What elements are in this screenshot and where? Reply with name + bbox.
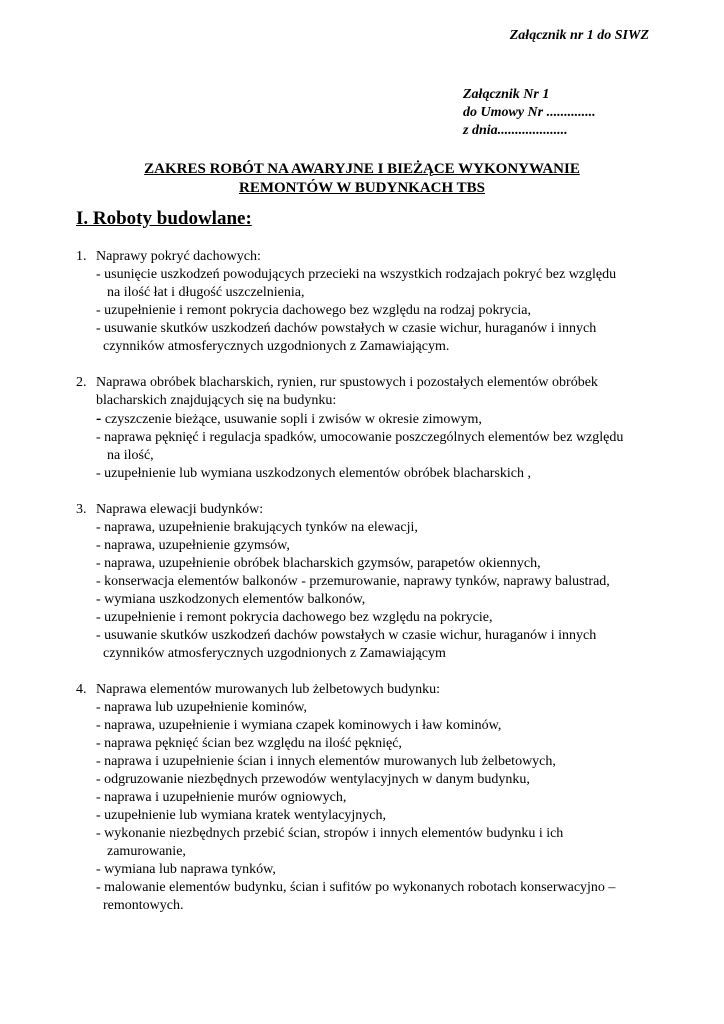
list-item [76, 501, 676, 663]
bullet-item: - uzupełnienie i remont pokrycia dachowego bez względu na rodzaj pokrycia, [96, 303, 531, 318]
bullet-item: - usunięcie uszkodzeń powodujących przecieki na wszystkich rodzajach pokryć bez względu na ilość łat i długość uszczelnienia, [96, 267, 617, 300]
item-number: 2. [76, 375, 87, 390]
item-heading: Naprawy pokryć dachowych: [96, 249, 261, 264]
agreement-block [463, 86, 596, 140]
title-line: ZAKRES ROBÓT NA AWARYJNE I BIEŻĄCE WYKONYWANIE [144, 161, 580, 177]
bullet-item: - konserwacja elementów balkonów - przemurowanie, naprawy tynków, naprawy balustrad, [96, 574, 610, 589]
bullet-item: - uzupełnienie lub wymiana uszkodzonych elementów obróbek blacharskich , [96, 466, 532, 481]
item-heading-cont: blacharskich znajdujących się na budynku: [96, 393, 337, 408]
section-heading: I. Roboty budowlane: [76, 208, 252, 229]
item-number: 4. [76, 682, 87, 697]
bullet-item: - wymiana lub naprawa tynków, [96, 862, 276, 877]
bullet-item: - naprawa, uzupełnienie obróbek blacharskich gzymsów, parapetów okiennych, [96, 556, 541, 571]
bullet-item: - naprawa, uzupełnienie gzymsów, [96, 538, 290, 553]
bullet-item: - naprawa, uzupełnienie brakujących tynków na elewacji, [96, 520, 418, 535]
item-heading: Naprawa elementów murowanych lub żelbetowych budynku: [96, 682, 441, 697]
bullet-item: - uzupełnienie i remont pokrycia dachowego bez względu na pokrycie, [96, 610, 493, 625]
item-number: 1. [76, 249, 87, 264]
title-line: REMONTÓW W BUDYNKACH TBS [238, 180, 486, 196]
list-item [76, 681, 676, 915]
list-item [76, 248, 676, 356]
item-heading: Naprawa obróbek blacharskich, rynien, rur spustowych i pozostałych elementów obróbek [96, 375, 598, 390]
bullet-item: - wymiana uszkodzonych elementów balkonów, [96, 592, 366, 607]
bullet-item: - usuwanie skutków uszkodzeń dachów powstałych w czasie wichur, huraganów i innych czynników atmosferycznych uzgodnionych z Zamawiającym. [96, 321, 597, 354]
item-heading: Naprawa elewacji budynków: [96, 502, 264, 517]
list-item [76, 374, 676, 483]
bullet-item: - wykonanie niezbędnych przebić ścian, stropów i innych elementów budynku i ich zamurowanie, [96, 826, 564, 859]
item-number: 3. [76, 502, 87, 517]
bullet-item: - uzupełnienie lub wymiana kratek wentylacyjnych, [96, 808, 387, 823]
bullet-item: - naprawa lub uzupełnienie kominów, [96, 700, 307, 715]
bullet-item: - usuwanie skutków uszkodzeń dachów powstałych w czasie wichur, huraganów i innych czynników atmosferycznych uzgodnionych z Zamawiającym [96, 628, 597, 661]
works-list [76, 248, 676, 933]
bullet-item: - czyszczenie bieżące, usuwanie sopli i zwisów w okresie zimowym, [96, 410, 482, 427]
bullet-item: - malowanie elementów budynku, ścian i sufitów po wykonanych robotach konserwacyjno – remontowych. [96, 880, 616, 913]
bullet-item: - naprawa i uzupełnienie murów ogniowych, [96, 790, 347, 805]
bullet-item: - naprawa i uzupełnienie ścian i innych elementów murowanych lub żelbetowych, [96, 754, 556, 769]
document-title [0, 160, 724, 198]
bullet-item: - odgruzowanie niezbędnych przewodów wentylacyjnych w danym budynku, [96, 772, 530, 787]
agreement-line: do Umowy Nr .............. [463, 105, 596, 120]
attachment-reference: Załącznik nr 1 do SIWZ [509, 28, 649, 43]
bullet-dash: - [96, 410, 102, 427]
bullet-item: - naprawa pęknięć i regulacja spadków, umocowanie poszczególnych elementów bez względu na ilość, [96, 430, 624, 463]
bullet-item: - naprawa pęknięć ścian bez względu na ilość pęknięć, [96, 736, 402, 751]
agreement-line: Załącznik Nr 1 [463, 87, 550, 102]
agreement-line: z dnia.................... [463, 123, 568, 138]
bullet-item: - naprawa, uzupełnienie i wymiana czapek kominowych i ław kominów, [96, 718, 502, 733]
